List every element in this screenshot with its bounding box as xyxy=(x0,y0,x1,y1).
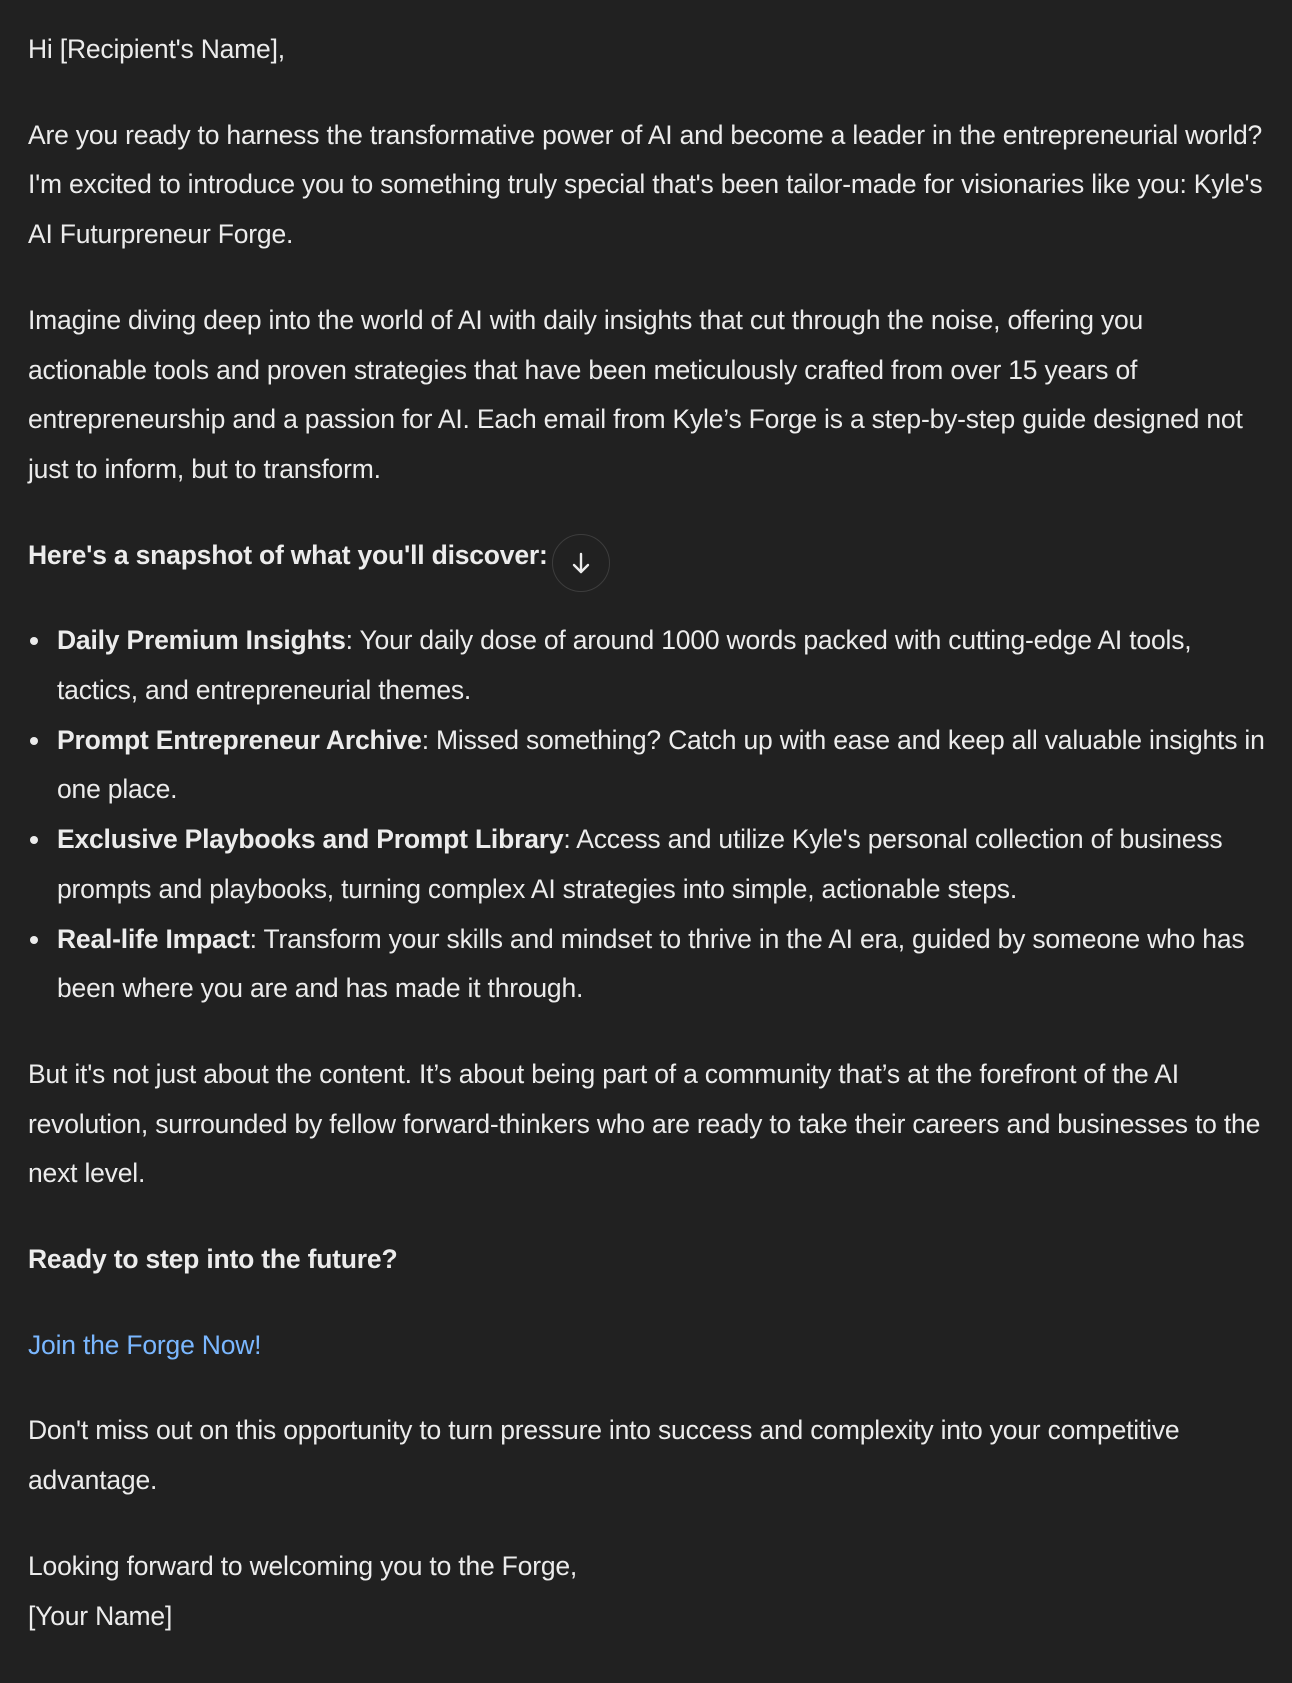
feature-text: : Access and utilize Kyle's personal collection of business prompts and playbooks, turning complex AI strategies into simple, actionable steps. xyxy=(57,824,1223,904)
arrow-down-icon xyxy=(569,551,593,575)
cta-line xyxy=(28,1321,1268,1371)
ready-heading xyxy=(28,1235,1268,1285)
feature-title: Real-life Impact xyxy=(57,923,250,954)
signoff xyxy=(28,1542,1268,1641)
feature-text: : Your daily dose of around 1000 words packed with cutting-edge AI tools, tactics, and entrepreneurial themes. xyxy=(57,625,1192,706)
ready-heading-text: Ready to step into the future? xyxy=(28,1244,398,1275)
feature-title: Daily Premium Insights xyxy=(57,625,346,656)
snapshot-heading-text: Here's a snapshot of what you'll discover: xyxy=(28,539,548,570)
feature-item xyxy=(57,616,1268,715)
feature-text: : Transform your skills and mindset to thrive in the AI era, guided by someone who has been where you are and has made it through. xyxy=(57,923,1245,1004)
greeting: Hi [Recipient's Name], xyxy=(28,34,285,64)
feature-item xyxy=(57,815,1268,914)
feature-item xyxy=(57,915,1268,1014)
intro-paragraph: Are you ready to harness the transformative power of AI and become a leader in the entrepreneurial world? I'm excited to introduce you to something truly special that's been tailor-made for visionaries like you: Kyle's AI Futurpreneur Forge. xyxy=(28,119,1263,250)
closing-line: Looking forward to welcoming you to the Forge, xyxy=(28,1550,578,1581)
feature-title: Exclusive Playbooks and Prompt Library xyxy=(57,824,564,855)
join-forge-link[interactable]: Join the Forge Now! xyxy=(28,1329,262,1360)
email-draft xyxy=(28,25,1268,1641)
community-paragraph: But it's not just about the content. It’s about being part of a community that’s at the forefront of the AI revolution, surrounded by fellow forward-thinkers who are ready to take their careers and businesses to the next level. xyxy=(28,1058,1261,1189)
feature-title: Prompt Entrepreneur Archive xyxy=(57,724,422,755)
snapshot-heading xyxy=(28,531,1268,581)
feature-text: : Missed something? Catch up with ease and keep all valuable insights in one place. xyxy=(57,724,1265,805)
signature: [Your Name] xyxy=(28,1600,173,1631)
imagine-paragraph: Imagine diving deep into the world of AI with daily insights that cut through the noise, offering you actionable tools and proven strategies that have been meticulously crafted from over 15 years of entrepreneurship and a passion for AI. Each email from Kyle’s Forge is a step-by-step guide designed not just to inform, but to transform. xyxy=(28,304,1243,484)
dont-miss-paragraph: Don't miss out on this opportunity to turn pressure into success and complexity into your competitive advantage. xyxy=(28,1415,1180,1496)
feature-list xyxy=(28,616,1268,1014)
feature-item xyxy=(57,716,1268,815)
scroll-to-bottom-button[interactable] xyxy=(552,534,610,592)
